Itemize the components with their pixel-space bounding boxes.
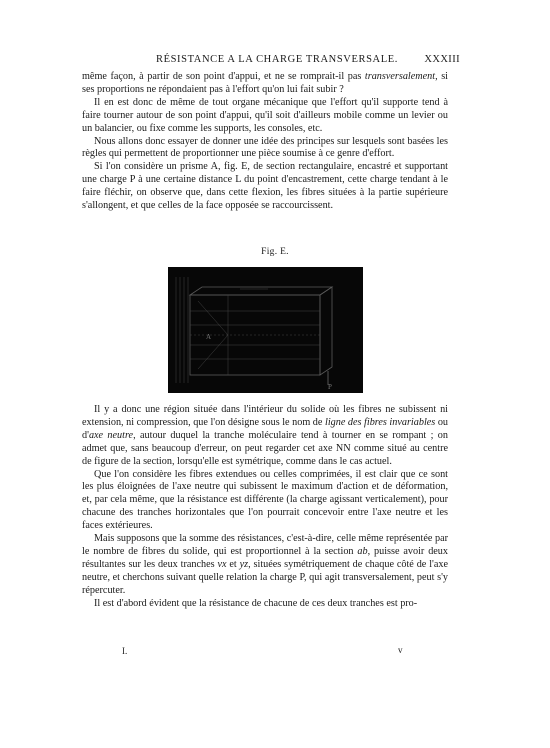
signature-mark-right: v — [398, 645, 403, 655]
paragraph-1 — [82, 71, 448, 97]
paragraph-5 — [82, 404, 448, 469]
wall-hatching — [176, 277, 188, 383]
figure-e-illustration — [168, 267, 363, 393]
paragraph-5-emphasis-2: axe neutre — [88, 429, 134, 441]
paragraph-7-emphasis-3: yz — [239, 558, 249, 570]
figure-label-a: A — [206, 333, 212, 341]
paragraph-7 — [82, 533, 448, 598]
signature-mark-left: I. — [122, 646, 128, 656]
paragraph-2: Il en est donc de même de tout organe mécanique que l'effort qu'il supporte tend à faire tourner autour de son point d'appui, qu'il soit d'ailleurs mobile comme un levier ou un balancier, ou fixe comme les supports, les consoles, etc. — [82, 96, 448, 134]
paragraph-5-text-b: ou d' — [82, 416, 449, 441]
paragraph-7-emphasis-1: ab — [357, 545, 368, 557]
text-block-bottom — [82, 404, 448, 611]
running-header — [82, 54, 460, 68]
paragraph-1-text-a: même façon, à partir de son point d'appui, et ne se romprait-il pas — [82, 71, 365, 82]
paragraph-7-text-b: , puisse avoir deux résultantes sur les deux tranches — [82, 545, 448, 570]
running-title: RÉSISTANCE A LA CHARGE TRANSVERSALE. — [156, 54, 398, 65]
paragraph-7-text-a: Mais supposons que la somme des résistances, c'est-à-dire, celle même représentée par le nombre de fibres du solide, qui est proportionnel à la section — [82, 533, 448, 557]
paragraph-8: Il est d'abord évident que la résistance de chacune de ces deux tranches est pro- — [94, 597, 418, 609]
paragraph-6: Que l'on considère les fibres extendues ou celles comprimées, il est clair que ce sont les plus éloignées de l'axe neutre qui subissent le maximum d'action et de déformation, et, par cela même, que la résistance est différente (la charge agissant verticalement), pour chacune des tranches horizontales que l'on pourrait concevoir entre l'axe neutre et les faces extérieures. — [82, 468, 448, 532]
paragraph-5-text-c: , autour duquel la tranche moléculaire tend à tourner en se rompant ; on admet que, sans beaucoup d'erreur, on peut regarder cet axe NN comme situé au centre de figure de la section, lorsqu'elle est symétrique, comme dans le cas actuel. — [82, 429, 448, 467]
prism-outline — [190, 287, 332, 375]
paragraph-1-text-b: si ses proportions ne répondaient pas à l'effort qu'on lui fait subir ? — [82, 71, 448, 95]
paragraph-4: Si l'on considère un prisme A, fig. E, de section rectangulaire, encastré et supportant une charge P à une certaine distance L du point d'encastrement, cette charge tendant à le faire fléchir, on observe que, dans cette flexion, les fibres situées à la partie supérieure s'allongent, et que celles de la face opposée se raccourcissent. — [82, 161, 448, 212]
paragraph-7-emphasis-2: vx — [217, 558, 227, 570]
text-block-top — [82, 71, 448, 213]
figure-e-drawing — [168, 267, 363, 393]
figure-label-p: P — [328, 383, 332, 391]
paragraph-3: Nous allons donc essayer de donner une idée des principes sur lesquels sont basées les règles qui permettent de proportionner une pièce soumise à ce genre d'effort. — [82, 135, 448, 160]
page-number: XXXIII — [424, 54, 460, 65]
paragraph-7-text-d: , situées symétriquement de chaque côté de l'axe neutre, et cherchons suivant quelle relation la charge P, qui agit transversalement, peut s'y répercuter. — [82, 558, 448, 596]
paragraph-5-text-a: Il y a donc une région située dans l'intérieur du solide où les fibres ne subissent ni extension, ni compression, que l'on désigne sous le nom de — [82, 404, 448, 428]
paragraph-7-text-c: et — [226, 558, 240, 570]
figure-caption: Fig. E. — [261, 247, 289, 257]
paragraph-1-emphasis: transversalement, — [364, 71, 438, 82]
fiber-lines — [190, 289, 320, 375]
paragraph-5-emphasis-1: ligne des fibres invariables — [324, 416, 436, 428]
